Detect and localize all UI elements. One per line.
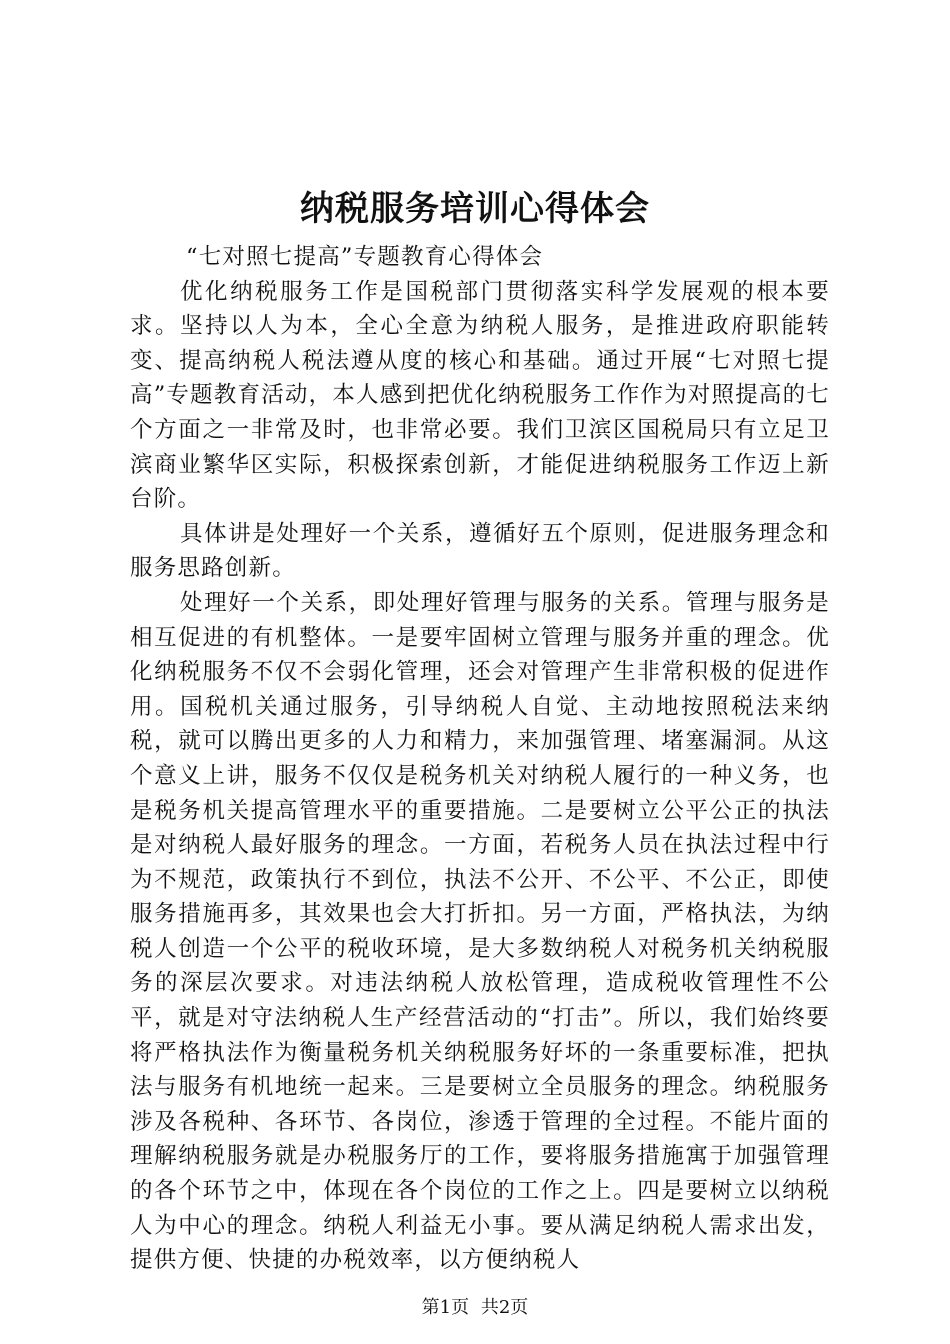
document-body [130,240,830,1278]
page-number: 第1页 [421,1297,470,1318]
document-subtitle: “七对照七提高”专题教育心得体会 [186,244,544,270]
document-title: 纳税服务培训心得体会 [300,189,650,229]
paragraph-intro: 优化纳税服务工作是国税部门贯彻落实科学发展观的根本要求。坚持以人为本，全心全意为纳税人服务，是推进政府职能转变、提高纳税人税法遵从度的核心和基础。通过开展“七对照七提高”专题教育活动，本人感到把优化纳税服务工作作为对照提高的七个方面之一非常及时，也非常必要。我们卫滨区国税局只有立足卫滨商业繁华区实际，积极探索创新，才能促进纳税服务工作迈上新台阶。 [130,278,831,513]
page-footer [0,1296,950,1320]
paragraph-summary: 具体讲是处理好一个关系，遵循好五个原则，促进服务理念和服务思路创新。 [130,520,830,582]
page-total: 共2页 [480,1297,529,1318]
paragraph-relationship: 处理好一个关系，即处理好管理与服务的关系。管理与服务是相互促进的有机整体。一是要牢固树立管理与服务并重的理念。优化纳税服务不仅不会弱化管理，还会对管理产生非常积极的促进作用。国税机关通过服务，引导纳税人自觉、主动地按照税法来纳税，就可以腾出更多的人力和精力，来加强管理、堵塞漏洞。从这个意义上讲，服务不仅仅是税务机关对纳税人履行的一种义务，也是税务机关提高管理水平的重要措施。二是要树立公平公正的执法是对纳税人最好服务的理念。一方面，若税务人员在执法过程中行为不规范，政策执行不到位，执法不公开、不公平、不公正，即使服务措施再多，其效果也会大打折扣。另一方面，严格执法，为纳税人创造一个公平的税收环境，是大多数纳税人对税务机关纳税服务的深层次要求。对违法纳税人放松管理，造成税收管理性不公平，就是对守法纳税人生产经营活动的“打击”。所以，我们始终要将严格执法作为衡量税务机关纳税服务好坏的一条重要标准，把执法与服务有机地统一起来。三是要树立全员服务的理念。纳税服务涉及各税种、各环节、各岗位，渗透于管理的全过程。不能片面的理解纳税服务就是办税服务厅的工作，要将服务措施寓于加强管理的各个环节之中，体现在各个岗位的工作之上。四是要树立以纳税人为中心的理念。纳税人利益无小事。要从满足纳税人需求出发，提供方便、快捷的办税效率，以方便纳税人 [130,589,830,1274]
